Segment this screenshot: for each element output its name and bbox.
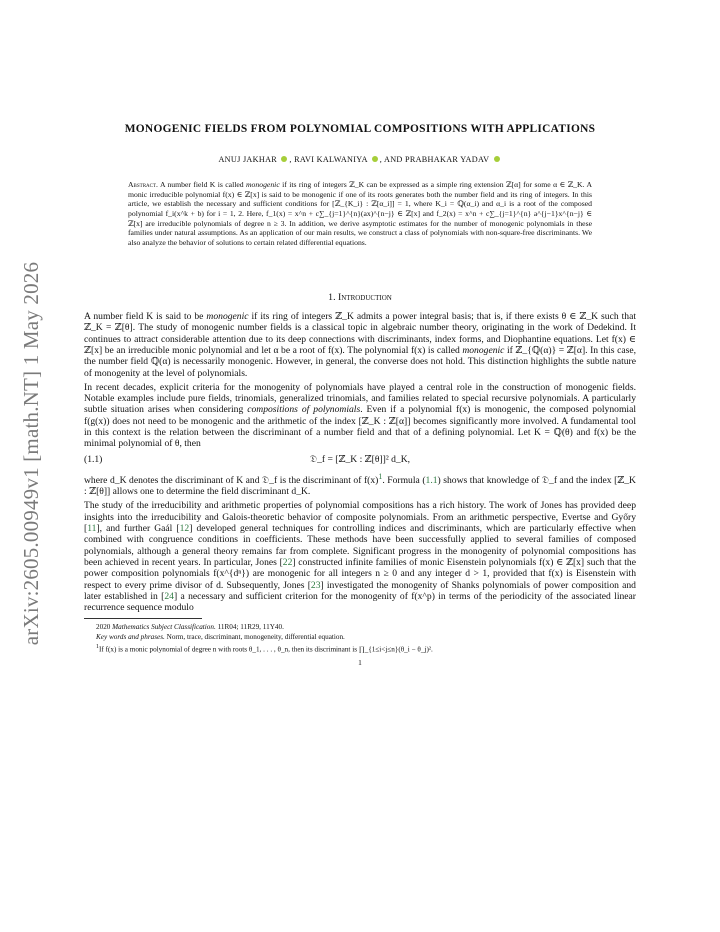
paragraph-emph: compositions of polynomials bbox=[247, 404, 361, 416]
paragraph bbox=[84, 471, 636, 498]
footnotes bbox=[84, 623, 636, 654]
paragraph bbox=[84, 500, 636, 613]
paragraph-emph: monogenic bbox=[206, 311, 249, 323]
equation-body: 𝔇_f = [ℤ_K : ℤ[θ]]² d_K, bbox=[309, 454, 411, 466]
paragraph-text: ] developed general techniques for controlling indices and discriminants, which are particularly effective when combined with congruence conditions in coefficients. These methods have been successfully applied to several families of composed polynomials, although a general theory remains far from complete. Significant progress in the monogenity of polynomial compositions has been achieved in recent years. In particular, Jones [ bbox=[84, 523, 636, 568]
keywords-label: Key words and phrases. bbox=[96, 633, 165, 642]
footnote-mark: 1 bbox=[96, 643, 99, 650]
paragraph-text: In recent decades, explicit criteria for the monogenity of polynomials have played a central role in the construction of monogenic fields. Notable examples include pure fields, trinomials, generalized trinomials, and families related to special recursive polynomials. A particularly subtle situation arises when considering bbox=[84, 381, 636, 416]
section-title: Introduction bbox=[337, 291, 392, 303]
equation-1-1 bbox=[84, 453, 636, 467]
paragraph-text: ] constructed infinite families of monic Eisenstein polynomials f(x) ∈ ℤ[x] such that the power composition polynomials f(x^{dⁿ}) are monogenic for all integers n ≥ 0 and any integer d > 1, provided that f(x) is Eisenstein with respect to every prime divisor of d. Subsequently, Jones [ bbox=[84, 556, 636, 591]
msc-label: Mathematics Subject Classification. bbox=[112, 623, 216, 632]
equation-link[interactable]: 1.1 bbox=[425, 474, 438, 486]
paragraph bbox=[84, 382, 636, 450]
paragraph-text: where d_K denotes the discriminant of K and 𝔇_f is the discriminant of f(x) bbox=[84, 474, 379, 486]
paragraph-text: A number field K is said to be bbox=[84, 311, 207, 323]
paragraph-text: if its ring of integers ℤ_K admits a power integral basis; that is, if there exists θ ∈ ℤ_K such that ℤ_K = ℤ[θ]. The study of monogenic number fields is a classical topic in algebraic number theory, originating in the work of Dedekind. It continues to attract considerable attention due to its deep connections with discriminants, index forms, and Diophantine equations. Let f(x) ∈ ℤ[x] be an irreducible monic polynomial and let α be a root of f(x). The polynomial f(x) is called bbox=[84, 311, 636, 356]
footnote-text: If f(x) is a monic polynomial of degree n with roots θ_1, . . . , θ_n, then its discriminant is ∏_{1≤i<j≤n}(θ_i − θ_j)². bbox=[99, 645, 433, 653]
author-name: AND PRABHAKAR YADAV bbox=[383, 154, 490, 164]
paragraph-text: ] investigated the monogenity of Shanks polynomials of power composition and later established in [ bbox=[84, 579, 636, 602]
citation-link[interactable]: 24 bbox=[164, 590, 174, 602]
paper-title: MONOGENIC FIELDS FROM POLYNOMIAL COMPOSITIONS WITH APPLICATIONS bbox=[124, 123, 596, 135]
abstract bbox=[128, 180, 592, 248]
equation-number: (1.1) bbox=[84, 454, 103, 466]
paragraph-text: ] a necessary and sufficient criterion for the monogenity of f(x^p) in terms of the periodicity of the associated linear recurrence sequence modulo bbox=[84, 590, 636, 614]
paragraph-text: . Even if a polynomial f(x) is monogenic, the composed polynomial f(g(x)) does not need to be monogenic and the arithmetic of the index [ℤ_K : ℤ[α]] becomes significantly more involved. A fundamental tool in this context is the relation between the discriminant of a number field and that of a defining polynomial. Let K = ℚ(θ) and f(x) be the minimal polynomial of θ, then bbox=[84, 404, 637, 450]
paper-page bbox=[84, 122, 636, 668]
citation-link[interactable]: 22 bbox=[282, 556, 293, 568]
paragraph-text: . Formula ( bbox=[382, 474, 426, 486]
section-number: 1. bbox=[328, 291, 336, 303]
author-name: RAVI KALWANIYA bbox=[294, 154, 368, 164]
footnote-divider bbox=[84, 618, 202, 619]
author-name: ANUJ JAKHAR bbox=[218, 154, 278, 164]
keywords-footnote bbox=[96, 633, 636, 643]
citation-link[interactable]: 23 bbox=[310, 579, 321, 591]
footnote-1 bbox=[96, 643, 636, 655]
msc-year: 2020 bbox=[96, 623, 111, 632]
abstract-text: if its ring of integers ℤ_K can be expressed as a simple ring extension ℤ[α] for some α ∈ ℤ_K. A monic irreducible polynomial f(x) ∈ ℤ[x] is said to be monogenic if one of its roots generates both the number field and its ring of integers. In this article, we establish the necessary and sufficient conditions for [ℤ_{K_i} : ℤ[α_i]] = 1, where K_i = ℚ(α_i) and α_i is a root of the composed polynomial f_i(x^k + b) for i = 1, 2. Here, f_1(x) = x^n + c∑_{j=1}^{n}(ax)^{n−j} ∈ ℤ[x] and f_2(x) = x^n + c∑_{j=1}^{n} a^{j−1}x^{n−j} ∈ ℤ[x] are irreducible polynomials of degree n ≥ 3. In addition, we derive asymptotic estimates for the number of monogenic polynomials in these families under natural assumptions. As an application of our main results, we construct a class of polynomials with non-square-free discriminants. We also analyze the behavior of solutions to certain related differential equations. bbox=[128, 179, 593, 248]
abstract-label: Abstract. bbox=[128, 179, 158, 189]
orcid-icon[interactable] bbox=[281, 156, 287, 162]
paragraph-text: The study of the irreducibility and arithmetic properties of polynomial compositions has a rich history. The work of Jones has provided deep insights into the irreducibility and Galois-theoretic behavior of composite polynomials. From an arithmetic perspective, Evertse and Győry [ bbox=[84, 500, 636, 535]
paragraph-emph: monogenic bbox=[462, 345, 505, 356]
citation-link[interactable]: 11 bbox=[87, 523, 97, 535]
paragraph-text: ) shows that knowledge of 𝔇_f and the index [ℤ_K : ℤ[θ]] allows one to determine the field discriminant d_K. bbox=[84, 474, 636, 498]
arxiv-identifier bbox=[2, 248, 62, 658]
abstract-text: A number field K is called bbox=[159, 179, 246, 189]
msc-footnote bbox=[96, 623, 636, 633]
paragraph bbox=[84, 311, 636, 379]
page-number: 1 bbox=[358, 657, 362, 667]
section-heading bbox=[84, 292, 636, 303]
paragraph-text: ], and further Gaál [ bbox=[96, 523, 180, 535]
abstract-emph: monogenic bbox=[246, 179, 280, 189]
keywords-text: Norm, trace, discriminant, monogeneity, differential equation. bbox=[166, 633, 345, 642]
citation-link[interactable]: 12 bbox=[179, 523, 190, 535]
footnote-link[interactable]: 1 bbox=[378, 471, 383, 481]
arxiv-identifier-text: arXiv:2605.00949v1 [math.NT] 1 May 2026 bbox=[19, 261, 44, 645]
paragraph-text: if ℤ_{ℚ(α)} = ℤ[α]. In this case, the number field ℚ(α) is necessarily monogenic. However, in general, the converse does not hold. This distinction highlights the subtle nature of monogenity at the level of polynomials. bbox=[84, 345, 636, 379]
msc-text: 11R04; 11R29, 11Y40. bbox=[217, 623, 284, 632]
orcid-icon[interactable] bbox=[372, 156, 378, 162]
author-line: ANUJ JAKHAR , RAVI KALWANIYA , AND PRABHAKAR YADAV bbox=[84, 154, 636, 165]
orcid-icon[interactable] bbox=[494, 156, 500, 162]
